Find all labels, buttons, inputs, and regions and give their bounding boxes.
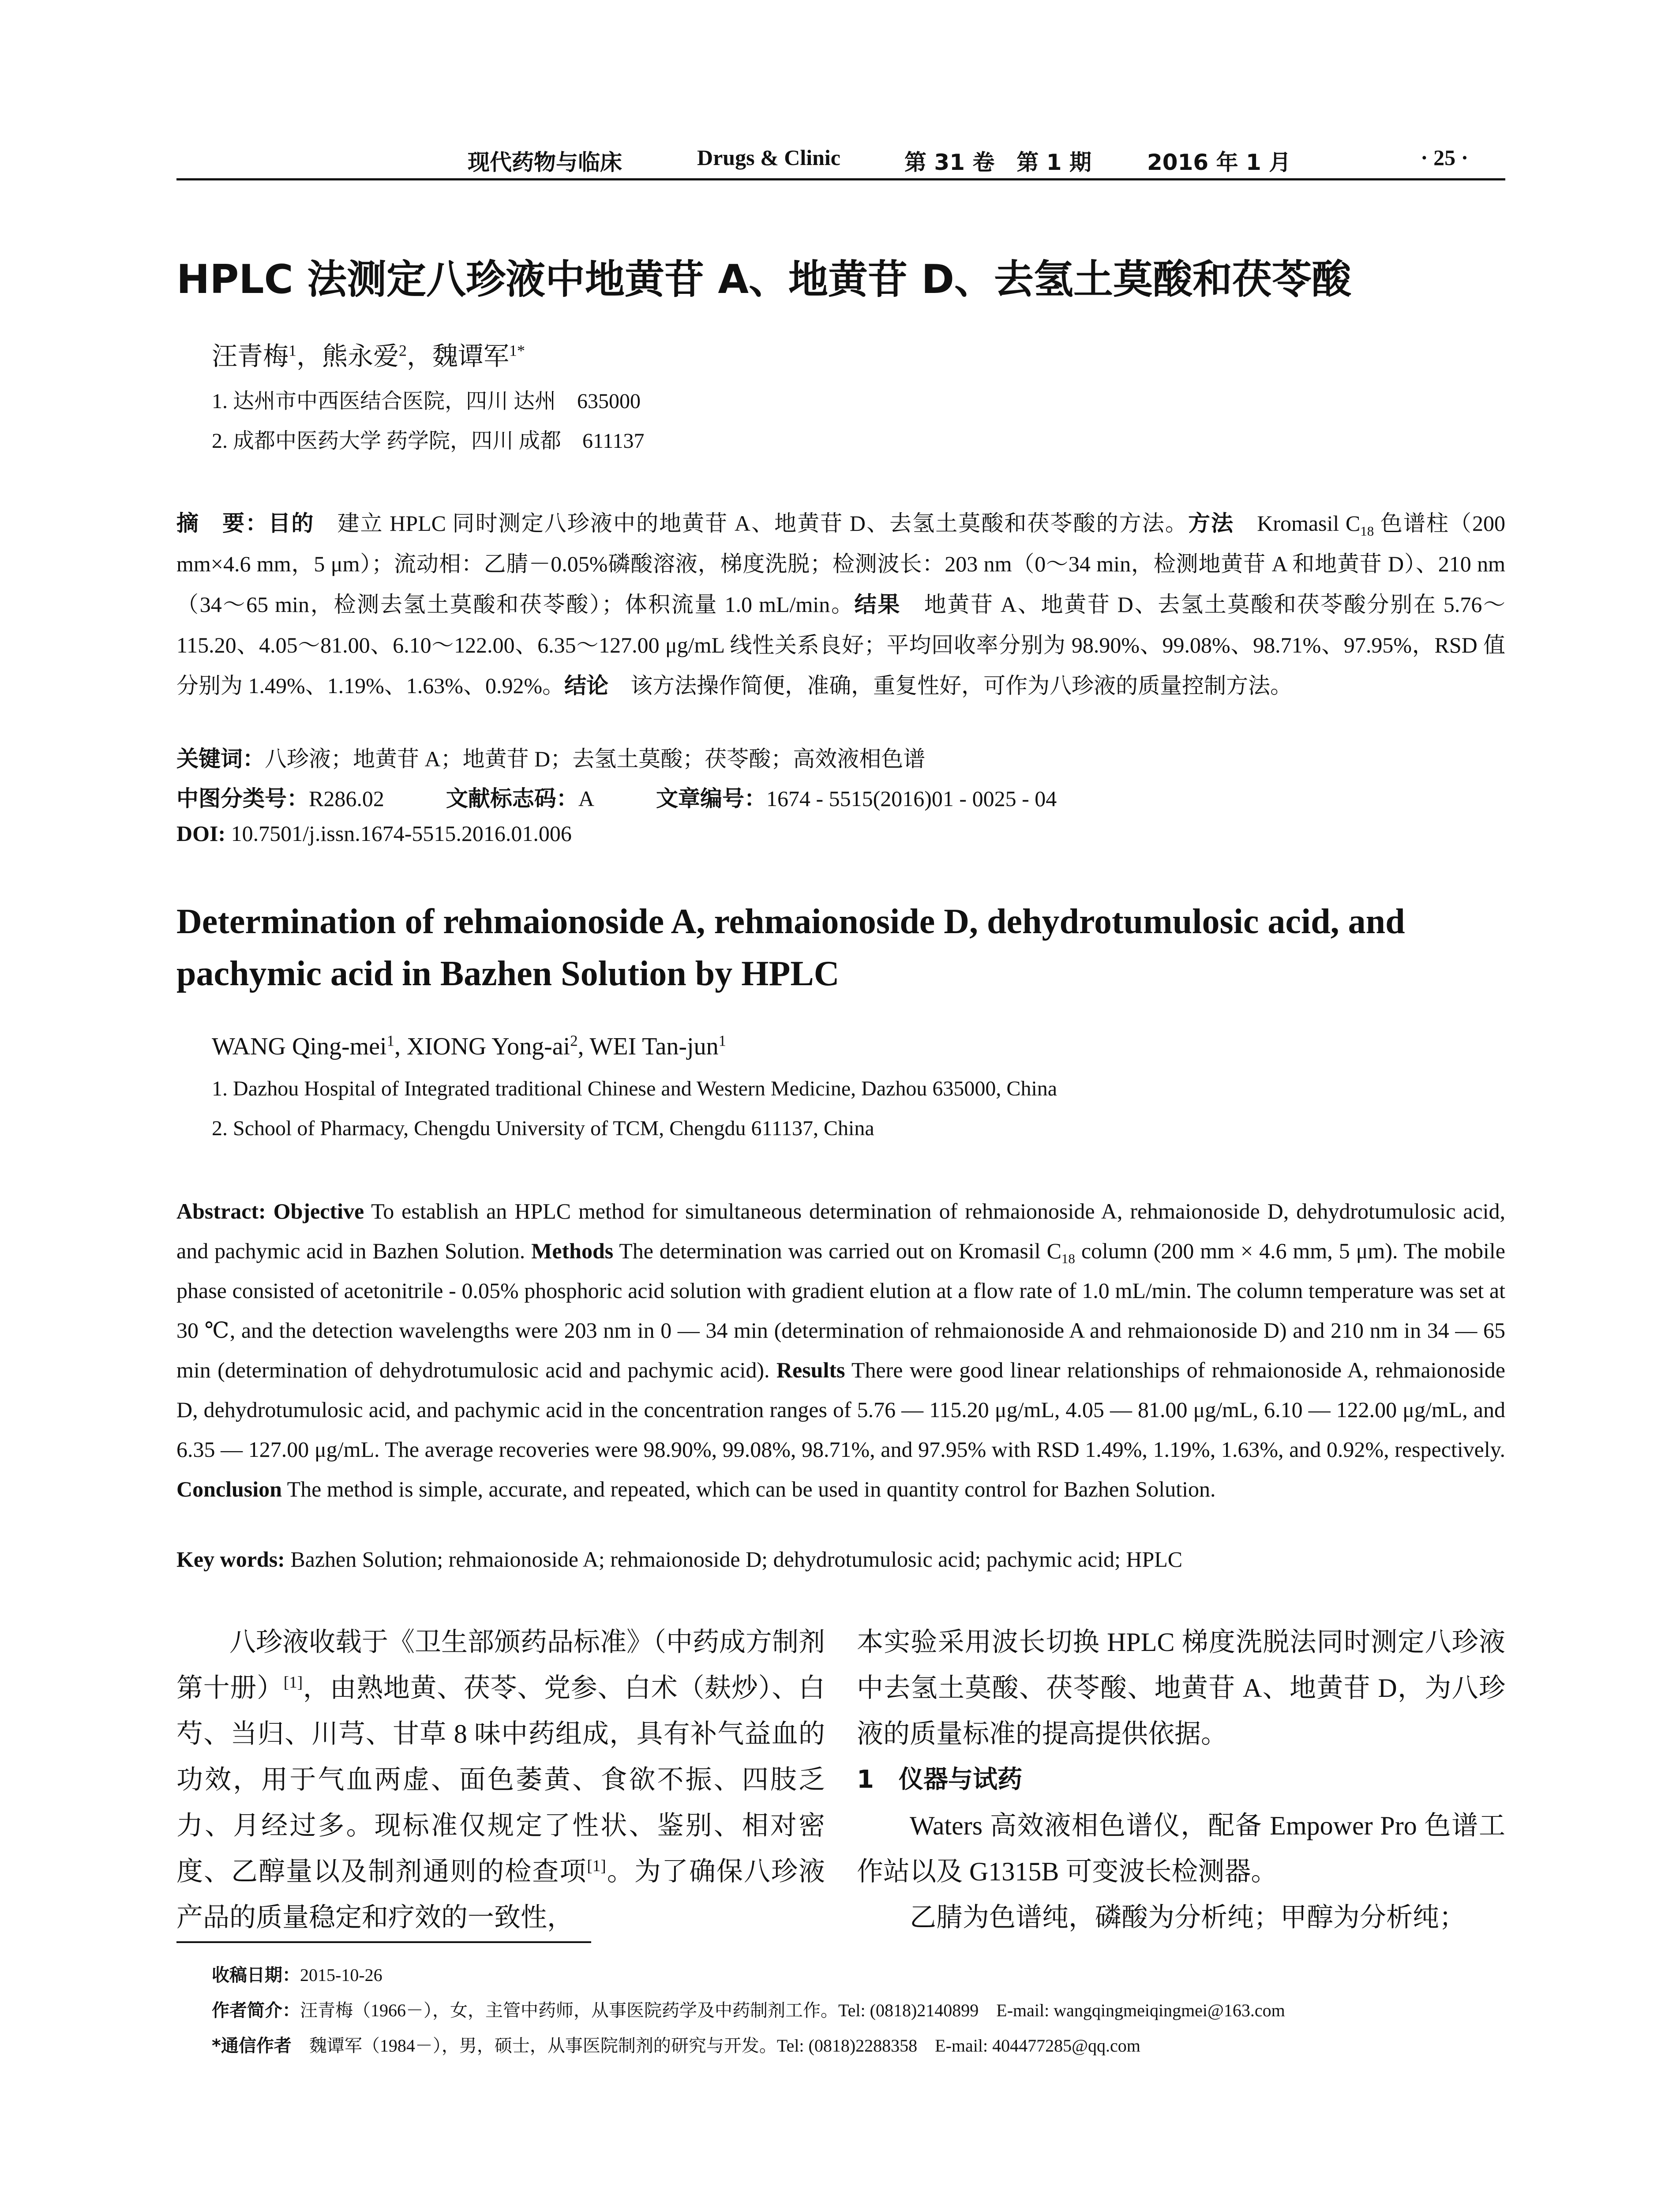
methods-en-label: Methods xyxy=(531,1238,614,1263)
body-text: ，由熟地黄、茯苓、党参、白术（麸炒）、白芍、当归、川芎、甘草 8 味中药组成，具有补气益血的功效，用于气血两虚、面色萎黄、食欲不振、四肢乏力、月经过多。现标准仅规定了性状、鉴别、相对密度、乙醇量以及制剂通则的检查项 xyxy=(176,1673,825,1886)
corresponding-text: 魏谭军（1984－），男，硕士，从事医院制剂的研究与开发。Tel: (0818)2288358 E-mail: 404477285@qq.com xyxy=(291,2036,1140,2056)
page-number: · 25 · xyxy=(1421,145,1469,170)
footnote-corresponding-author xyxy=(212,2032,1140,2057)
keywords-en-label: Key words: xyxy=(176,1547,285,1572)
body-column-right xyxy=(857,1619,1505,1940)
results-en-text: There were good linear relationships of rehmaionoside A, rehmaionoside D, dehydrotumulosic acid, and pachymic acid in the concentration ranges of 5.76 — 115.20 μg/mL, 4.05 — 81.00 μg/mL, 6.10 — 122.00 μg/mL, and 6.35 — 127.00 μg/mL. The average recoveries were 98.90%, 99.08%, 98.71%, and 97.95% with RSD 1.49%, 1.19%, 1.63%, and 0.92%, respectively. xyxy=(176,1358,1505,1462)
author-sep: , xyxy=(394,1033,407,1060)
conclusion-cn-label: 结论 xyxy=(564,673,609,698)
objective-en-label: Objective xyxy=(273,1199,364,1223)
header-rule xyxy=(176,178,1505,180)
footnote-received xyxy=(212,1961,382,1986)
abstract-en-label: Abstract: xyxy=(176,1199,274,1223)
author-en-1-affil: 1 xyxy=(386,1032,394,1050)
keywords-en-text: Bazhen Solution; rehmaionoside A; rehmaionoside D; dehydrotumulosic acid; pachymic acid; HPLC xyxy=(285,1547,1183,1572)
received-label: 收稿日期： xyxy=(212,1965,300,1985)
doc-code-value: A xyxy=(578,786,594,811)
methods-cn-label: 方法 xyxy=(1188,510,1234,536)
body-text: 八珍液收载于《卫生部颁药品标准》（中药成方制剂第十册） xyxy=(176,1628,825,1703)
authors-en xyxy=(212,1032,726,1061)
clc-value: R286.02 xyxy=(309,786,384,811)
abstract-en xyxy=(176,1191,1505,1509)
doi-label: DOI: xyxy=(176,821,226,846)
footnote-author-bio xyxy=(212,1996,1285,2022)
footnote-rule xyxy=(176,1941,591,1943)
author-sep: , xyxy=(578,1033,590,1060)
keywords-en xyxy=(176,1546,1505,1572)
journal-name-en: Drugs & Clinic xyxy=(697,145,840,170)
conclusion-cn-text: 该方法操作简便，准确，重复性好，可作为八珍液的质量控制方法。 xyxy=(608,673,1293,698)
results-en-label: Results xyxy=(776,1358,845,1382)
body-column-left xyxy=(176,1619,825,1940)
title-en: Determination of rehmaionoside A, rehmaionoside D, dehydrotumulosic acid, and pachymic acid in Bazhen Solution by HPLC xyxy=(176,902,1405,993)
objective-en-text: To establish an HPLC method for simultaneous determination of rehmaionoside A, rehmaionoside D, dehydrotumulosic acid, and pachymic acid in Bazhen Solution. xyxy=(176,1199,1505,1263)
author-sep: ， xyxy=(407,342,433,371)
affiliation-cn-2: 2. 成都中医药大学 药学院，四川 成都 611137 xyxy=(212,429,645,453)
body-text: 。为了确保八珍液产品的质量稳定和疗效的一致性， xyxy=(176,1857,825,1932)
journal-name-cn: 现代药物与临床 xyxy=(468,150,622,175)
methods-en-text-b: column (200 mm × 4.6 mm, 5 μm). The mobile phase consisted of acetonitrile - 0.05% phosphoric acid solution with gradient elution at a flow rate of 1.0 mL/min. The column temperature was set at 30 ℃, and the detection wavelengths were 203 nm in 0 — 34 min (determination of rehmaionoside A and rehmaionoside D) and 210 nm in 34 — 65 min (determination of dehydrotumulosic acid and pachymic acid). xyxy=(176,1238,1505,1382)
objective-cn-label: 目的 xyxy=(268,510,315,536)
author-en-2-affil: 2 xyxy=(570,1032,578,1050)
methods-cn-text-a: Kromasil C xyxy=(1234,511,1361,536)
affiliation-cn-1: 1. 达州市中西医结合医院，四川 达州 635000 xyxy=(212,390,641,413)
results-cn-label: 结果 xyxy=(854,592,901,617)
authors-cn xyxy=(212,335,525,372)
author-en-3-affil: 1 xyxy=(718,1032,726,1050)
reference-marker[interactable]: [1] xyxy=(587,1857,606,1875)
methods-en-text-a: The determination was carried out on Kromasil C xyxy=(613,1238,1061,1263)
article-number-value: 1674 - 5515(2016)01 - 0025 - 04 xyxy=(766,786,1057,811)
volume-issue: 第 31 卷 第 1 期 xyxy=(904,150,1091,175)
keywords-cn-label: 关键词： xyxy=(176,746,265,772)
running-header xyxy=(176,140,1505,176)
author-en-3: WEI Tan-jun xyxy=(589,1033,719,1060)
author-cn-2-affil: 2 xyxy=(399,341,407,360)
doi-link[interactable]: 10.7501/j.issn.1674-5515.2016.01.006 xyxy=(225,821,572,846)
reference-marker[interactable]: [1] xyxy=(283,1673,303,1692)
clc-label: 中图分类号： xyxy=(176,786,309,811)
methods-en-subscript: 18 xyxy=(1061,1251,1075,1266)
methods-cn-subscript: 18 xyxy=(1360,523,1374,539)
affiliation-en-2: 2. School of Pharmacy, Chengdu University of TCM, Chengdu 611137, China xyxy=(212,1117,874,1140)
classification-line xyxy=(176,781,1057,813)
doi-line xyxy=(176,821,572,846)
conclusion-en-text: The method is simple, accurate, and repeated, which can be used in quantity control for Bazhen Solution. xyxy=(281,1477,1216,1501)
title-cn: HPLC 法测定八珍液中地黄苷 A、地黄苷 D、去氢土莫酸和茯苓酸 xyxy=(176,256,1352,303)
section-heading: 1 仪器与试药 xyxy=(857,1765,1022,1794)
conclusion-en-label: Conclusion xyxy=(176,1477,282,1501)
author-cn-3-affil: 1* xyxy=(509,341,525,360)
author-cn-1-affil: 1 xyxy=(289,341,296,360)
received-date: 2015-10-26 xyxy=(300,1965,382,1985)
author-en-1: WANG Qing-mei xyxy=(212,1033,387,1060)
doc-code-label: 文献标志码： xyxy=(446,786,578,811)
results-cn-text: 地黄苷 A、地黄苷 D、去氢土莫酸和茯苓酸分别在 5.76～115.20、4.05～81.00、6.10～122.00、6.35～127.00 μg/mL 线性关系良好；平均回收率分别为 98.90%、99.08%、98.71%、97.95%，RSD 值分别为 1.49%、1.19%、1.63%、0.92%。 xyxy=(176,592,1506,698)
body-paragraph: 乙腈为色谱纯，磷酸为分析纯；甲醇为分析纯； xyxy=(910,1903,1466,1932)
abstract-cn-label: 摘 要： xyxy=(176,510,269,536)
keywords-cn-text: 八珍液；地黄苷 A；地黄苷 D；去氢土莫酸；茯苓酸；高效液相色谱 xyxy=(265,747,926,771)
author-en-2: XIONG Yong-ai xyxy=(406,1033,570,1060)
author-cn-3: 魏谭军 xyxy=(432,342,510,371)
article-number-label: 文章编号： xyxy=(656,786,766,811)
author-cn-2: 熊永爱 xyxy=(322,342,399,371)
objective-cn-text: 建立 HPLC 同时测定八珍液中的地黄苷 A、地黄苷 D、去氢土莫酸和茯苓酸的方法。 xyxy=(314,511,1188,536)
body-paragraph: 本实验采用波长切换 HPLC 梯度洗脱法同时测定八珍液中去氢土莫酸、茯苓酸、地黄苷 A、地黄苷 D，为八珍液的质量标准的提高提供依据。 xyxy=(857,1628,1505,1748)
affiliation-en-1: 1. Dazhou Hospital of Integrated traditional Chinese and Western Medicine, Dazhou 635000, China xyxy=(212,1077,1058,1100)
body-paragraph xyxy=(176,1619,825,1940)
issue-date: 2016 年 1 月 xyxy=(1147,150,1291,175)
author-cn-1: 汪青梅 xyxy=(212,342,289,371)
keywords-cn xyxy=(176,741,925,773)
methods-cn-text-b: 色谱柱（200 mm×4.6 mm，5 μm）；流动相：乙腈－0.05%磷酸溶液，梯度洗脱；检测波长：203 nm（0～34 min，检测地黄苷 A 和地黄苷 D）、210 nm（34～65 min，检测去氢土莫酸和茯苓酸）；体积流量 1.0 mL/min。 xyxy=(176,511,1506,617)
author-bio-label: 作者简介： xyxy=(212,2000,300,2021)
corresponding-label: *通信作者 xyxy=(212,2036,292,2056)
author-sep: ， xyxy=(296,342,322,371)
abstract-cn xyxy=(176,503,1505,706)
body-paragraph: Waters 高效液相色谱仪，配备 Empower Pro 色谱工作站以及 G1315B 可变波长检测器。 xyxy=(857,1811,1505,1886)
author-bio-text: 汪青梅（1966－），女，主管中药师，从事医院药学及中药制剂工作。Tel: (0818)2140899 E-mail: wangqingmeiqingmei@163.com xyxy=(300,2000,1285,2020)
